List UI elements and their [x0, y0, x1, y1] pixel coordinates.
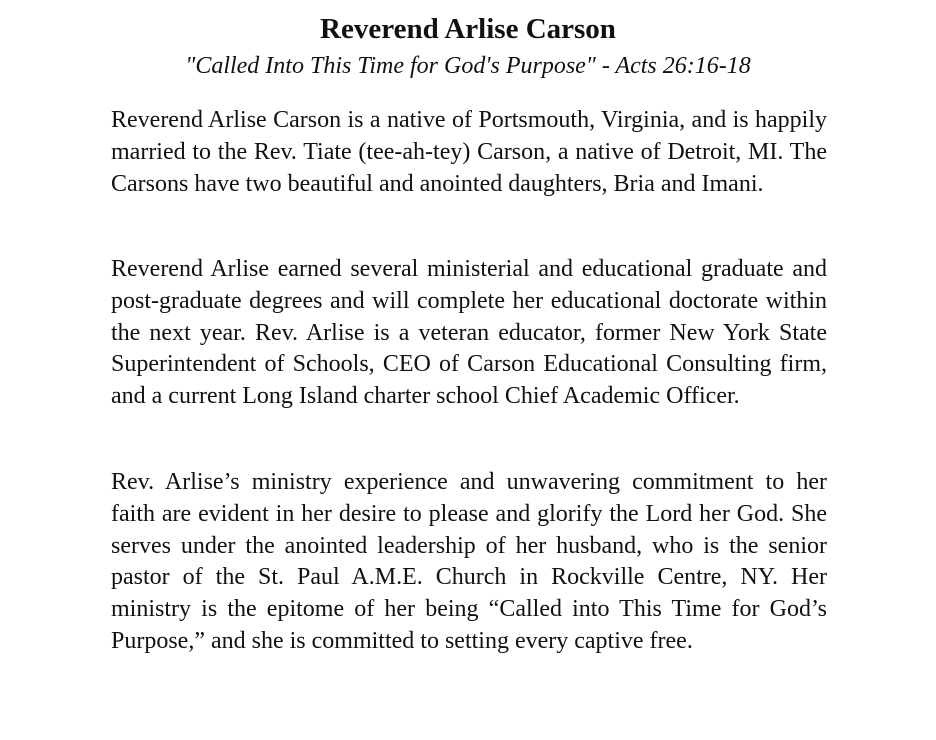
scripture-subtitle: "Called Into This Time for God's Purpose" - Acts 26:16-18 — [185, 53, 751, 79]
biography-paragraph-education: Reverend Arlise earned several ministerial and educational graduate and post-graduate degrees and will complete her educational doctorate within the next year. Rev. Arlise is a veteran educator, former New York State Superintendent of Schools, CEO of Carson Educational Consulting firm, and a current Long Island charter school Chief Academic Officer. — [111, 256, 827, 410]
page-title: Reverend Arlise Carson — [320, 13, 616, 45]
biography-paragraph-family: Reverend Arlise Carson is a native of Portsmouth, Virginia, and is happily married to the Rev. Tiate (tee-ah-tey) Carson, a native of Detroit, MI. The Carsons have two beautiful and anointed daughters, Bria and Imani. — [111, 107, 827, 197]
biography-paragraph-ministry: Rev. Arlise’s ministry experience and unwavering commitment to her faith are evident in her desire to please and glorify the Lord her God. She serves under the anointed leadership of her husband, who is the senior pastor of the St. Paul A.M.E. Church in Rockville Centre, NY. Her ministry is the epitome of her being “Called into This Time for God’s Purpose,” and she is committed to setting every captive free. — [111, 469, 827, 654]
